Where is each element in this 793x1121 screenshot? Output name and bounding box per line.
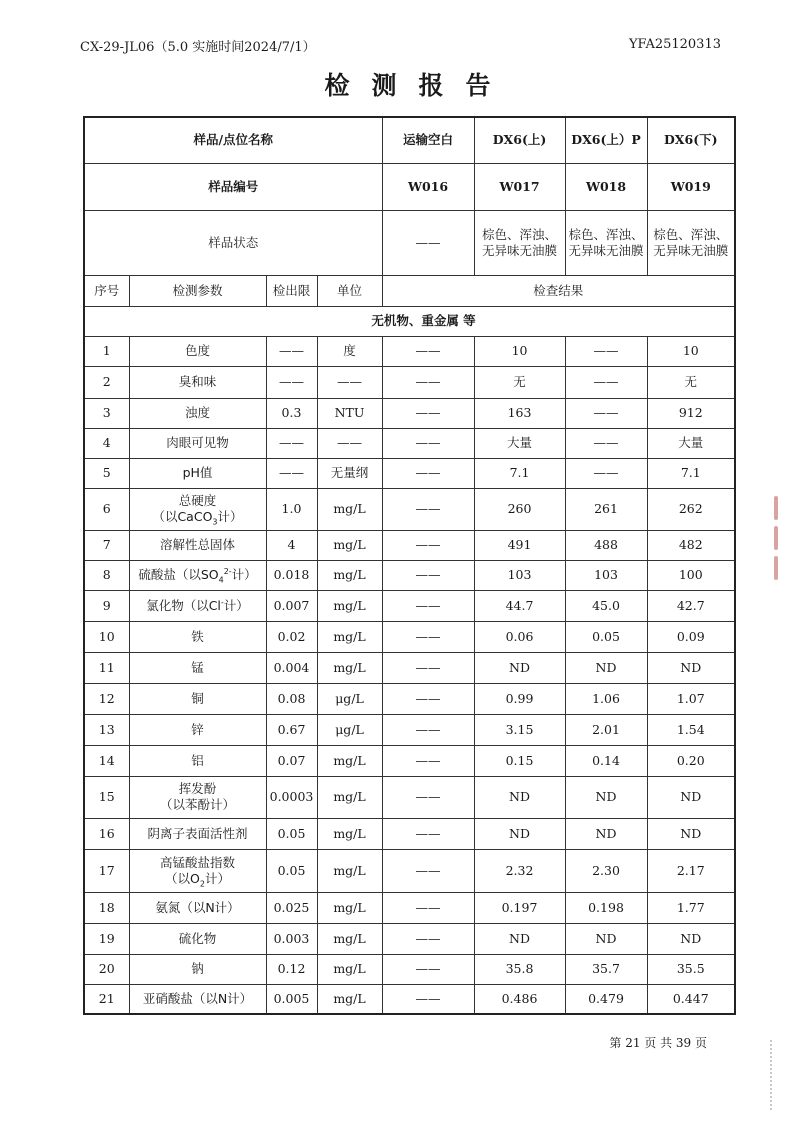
result-4: ND [647,923,735,954]
table-row [84,428,735,458]
detection-limit: 0.08 [266,683,317,714]
table-row [84,652,735,683]
param-text: 肉眼可见物 [166,435,229,450]
row-number: 13 [84,714,129,745]
detection-limit: 0.05 [266,818,317,849]
result-1: —— [382,366,474,398]
param-name [129,683,266,714]
result-1: —— [382,776,474,818]
param-name [129,984,266,1014]
table-row [84,590,735,621]
result-1: —— [382,336,474,366]
result-2: 163 [474,398,565,428]
col-unit: 单位 [317,275,382,306]
col-limit: 检出限 [266,275,317,306]
table-row [84,776,735,818]
param-text: 计） [223,597,249,613]
result-3: 1.06 [565,683,647,714]
unit: —— [317,428,382,458]
unit: mg/L [317,849,382,892]
result-4: 无 [647,366,735,398]
param-text: 臭和味 [178,374,217,389]
result-3: ND [565,652,647,683]
column-header-row [84,275,735,306]
param-text: 铁 [191,628,204,644]
sample-name-4: DX6(下) [647,117,735,163]
row-number: 10 [84,621,129,652]
detection-limit: —— [266,458,317,488]
result-1: —— [382,984,474,1014]
result-4: 1.54 [647,714,735,745]
row-number: 11 [84,652,129,683]
result-4: 912 [647,398,735,428]
result-1: —— [382,954,474,984]
param-name [129,849,266,892]
param-text: 2- [223,566,232,576]
param-name [129,530,266,560]
sample-code-row [84,163,735,210]
sample-code-1: W016 [382,163,474,210]
result-4: 262 [647,488,735,530]
detection-limit: 0.02 [266,621,317,652]
detection-limit: 0.67 [266,714,317,745]
detection-limit: 1.0 [266,488,317,530]
param-text: 4 [218,575,224,585]
result-1: —— [382,849,474,892]
result-4: 10 [647,336,735,366]
result-1: —— [382,621,474,652]
result-3: —— [565,428,647,458]
result-3: 0.198 [565,892,647,923]
result-3: 2.01 [565,714,647,745]
unit: mg/L [317,621,382,652]
detection-limit: 0.004 [266,652,317,683]
result-1: —— [382,488,474,530]
row-number: 2 [84,366,129,398]
param-name [129,621,266,652]
row-number: 3 [84,398,129,428]
table-row [84,745,735,776]
result-4: 100 [647,560,735,590]
row-number: 7 [84,530,129,560]
table-row [84,818,735,849]
sample-name-label: 样品/点位名称 [84,117,382,163]
param-text: 硫化物 [178,930,217,946]
row-number: 14 [84,745,129,776]
table-row [84,984,735,1014]
page-number: 第 21 页 共 39 页 [609,1036,707,1050]
result-2: 44.7 [474,590,565,621]
param-name [129,776,266,818]
detection-limit: 0.007 [266,590,317,621]
sample-code-3: W018 [565,163,647,210]
col-seq: 序号 [84,275,129,306]
result-1: —— [382,428,474,458]
param-name [129,428,266,458]
result-2: 大量 [474,428,565,458]
unit: mg/L [317,590,382,621]
result-2: 2.32 [474,849,565,892]
row-number: 8 [84,560,129,590]
sample-name-3: DX6(上）P [565,117,647,163]
param-text: 钠 [191,961,204,976]
table-row [84,398,735,428]
param-text: 锌 [191,721,204,737]
table-row [84,336,735,366]
param-text: 铜 [191,690,204,706]
col-param: 检测参数 [129,275,266,306]
row-number: 1 [84,336,129,366]
detection-limit: 0.025 [266,892,317,923]
table-row [84,683,735,714]
result-2: 0.99 [474,683,565,714]
unit: mg/L [317,530,382,560]
table-row [84,366,735,398]
param-text: 总硬度 [178,493,217,508]
result-2: ND [474,818,565,849]
unit: —— [317,366,382,398]
sample-state-4: 棕色、浑浊、无异味无油膜 [647,210,735,275]
unit: mg/L [317,984,382,1014]
param-text: 浊度 [184,405,210,420]
param-text: 3 [212,517,218,527]
table-row [84,488,735,530]
unit: mg/L [317,652,382,683]
result-3: —— [565,458,647,488]
param-name [129,398,266,428]
result-4: 1.07 [647,683,735,714]
param-text: 计） [231,567,257,582]
sample-no-label: 样品编号 [84,163,382,210]
param-name [129,923,266,954]
sample-name-row [84,117,735,163]
param-text: 溶解性总固体 [159,537,235,552]
unit: mg/L [317,954,382,984]
result-3: ND [565,776,647,818]
result-3: 2.30 [565,849,647,892]
result-2: 0.06 [474,621,565,652]
detection-limit: 0.018 [266,560,317,590]
row-number: 9 [84,590,129,621]
table-row [84,923,735,954]
result-3: —— [565,366,647,398]
detection-limit: 0.005 [266,984,317,1014]
sample-state-label: 样品状态 [84,210,382,275]
detection-limit: —— [266,366,317,398]
detection-limit: 0.12 [266,954,317,984]
detection-limit: 0.3 [266,398,317,428]
document-code: CX-29-JL06（5.0 实施时间2024/7/1） [80,40,316,55]
param-text: 铝 [191,752,204,768]
result-1: —— [382,714,474,745]
result-2: 0.486 [474,984,565,1014]
result-2: 260 [474,488,565,530]
param-name [129,714,266,745]
sample-state-1: —— [382,210,474,275]
param-text: （以O [165,870,200,886]
param-name [129,745,266,776]
unit: μg/L [317,714,382,745]
result-4: 大量 [647,428,735,458]
col-result: 检查结果 [382,275,735,306]
param-text: 阴离子表面活性剂 [147,825,248,841]
result-2: ND [474,652,565,683]
result-4: 1.77 [647,892,735,923]
seal-stamp-edge [766,490,786,630]
result-1: —— [382,818,474,849]
result-3: 0.479 [565,984,647,1014]
unit: mg/L [317,923,382,954]
result-3: —— [565,336,647,366]
detection-limit: 0.07 [266,745,317,776]
sample-name-1: 运输空白 [382,117,474,163]
result-2: 7.1 [474,458,565,488]
result-4: 0.447 [647,984,735,1014]
row-number: 21 [84,984,129,1014]
result-3: 0.14 [565,745,647,776]
param-name [129,954,266,984]
result-4: ND [647,818,735,849]
sample-state-2: 棕色、浑浊、无异味无油膜 [474,210,565,275]
result-4: ND [647,776,735,818]
result-3: 45.0 [565,590,647,621]
param-name [129,366,266,398]
result-3: 0.05 [565,621,647,652]
param-text: 色度 [184,343,210,358]
row-number: 4 [84,428,129,458]
unit: mg/L [317,488,382,530]
param-name [129,590,266,621]
param-name [129,458,266,488]
unit: 度 [317,336,382,366]
result-2: 3.15 [474,714,565,745]
result-3: —— [565,398,647,428]
sample-state-row [84,210,735,275]
section-title: 无机物、重金属 等 [84,306,735,336]
results-table [83,116,736,1015]
param-text: pH值 [182,465,213,480]
section-row [84,306,735,336]
result-1: —— [382,590,474,621]
result-4: 482 [647,530,735,560]
param-name [129,488,266,530]
table-row [84,714,735,745]
result-2: 0.197 [474,892,565,923]
detection-limit: 0.003 [266,923,317,954]
report-number: YFA25120313 [628,37,721,52]
result-2: ND [474,776,565,818]
result-4: 42.7 [647,590,735,621]
param-text: （以苯酚计） [159,797,235,812]
result-2: 491 [474,530,565,560]
unit: mg/L [317,818,382,849]
page-title: 检测报告 [324,71,513,100]
detection-limit: —— [266,428,317,458]
param-text: 挥发酚 [178,781,217,796]
param-text: 锰 [191,659,204,675]
param-text: （以CaCO [152,509,213,524]
row-number: 19 [84,923,129,954]
unit: μg/L [317,683,382,714]
result-2: 0.15 [474,745,565,776]
detection-limit: 4 [266,530,317,560]
result-2: 35.8 [474,954,565,984]
result-1: —— [382,560,474,590]
table-row [84,530,735,560]
result-2: 103 [474,560,565,590]
result-4: 0.20 [647,745,735,776]
param-text: 亚硝酸盐（以N计） [142,990,253,1006]
table-row [84,458,735,488]
table-row [84,560,735,590]
sample-name-2: DX6(上) [474,117,565,163]
result-3: 35.7 [565,954,647,984]
param-text: 计） [204,870,230,886]
table-row [84,892,735,923]
result-3: ND [565,818,647,849]
result-1: —— [382,652,474,683]
param-text: - [220,597,224,607]
unit: mg/L [317,892,382,923]
table-row [84,621,735,652]
result-2: 10 [474,336,565,366]
result-3: ND [565,923,647,954]
param-name [129,818,266,849]
param-name [129,560,266,590]
detection-limit: 0.0003 [266,776,317,818]
param-text: 硫酸盐（以SO [138,567,219,582]
param-text: 氯化物（以Cl [146,597,221,613]
row-number: 5 [84,458,129,488]
row-number: 12 [84,683,129,714]
param-name [129,652,266,683]
result-1: —— [382,458,474,488]
result-4: 0.09 [647,621,735,652]
row-number: 15 [84,776,129,818]
result-4: 7.1 [647,458,735,488]
sample-code-2: W017 [474,163,565,210]
unit: 无量纲 [317,458,382,488]
unit: mg/L [317,745,382,776]
row-number: 18 [84,892,129,923]
unit: NTU [317,398,382,428]
result-2: 无 [474,366,565,398]
row-number: 17 [84,849,129,892]
sample-state-3: 棕色、浑浊、无异味无油膜 [565,210,647,275]
param-text: 高锰酸盐指数 [159,854,235,870]
param-name [129,336,266,366]
param-text: 氨氮（以N计） [155,899,240,915]
result-1: —— [382,398,474,428]
result-3: 103 [565,560,647,590]
result-1: —— [382,530,474,560]
result-4: 35.5 [647,954,735,984]
unit: mg/L [317,776,382,818]
unit: mg/L [317,560,382,590]
result-4: 2.17 [647,849,735,892]
result-3: 261 [565,488,647,530]
result-2: ND [474,923,565,954]
result-4: ND [647,652,735,683]
row-number: 20 [84,954,129,984]
result-1: —— [382,683,474,714]
result-3: 488 [565,530,647,560]
param-text: 2 [199,879,205,888]
row-number: 16 [84,818,129,849]
row-number: 6 [84,488,129,530]
detection-limit: —— [266,336,317,366]
table-row [84,954,735,984]
sample-code-4: W019 [647,163,735,210]
binding-edge [770,1040,784,1110]
result-1: —— [382,745,474,776]
result-1: —— [382,923,474,954]
param-name [129,892,266,923]
result-1: —— [382,892,474,923]
detection-limit: 0.05 [266,849,317,892]
param-text: 计） [217,509,243,524]
table-row [84,849,735,892]
